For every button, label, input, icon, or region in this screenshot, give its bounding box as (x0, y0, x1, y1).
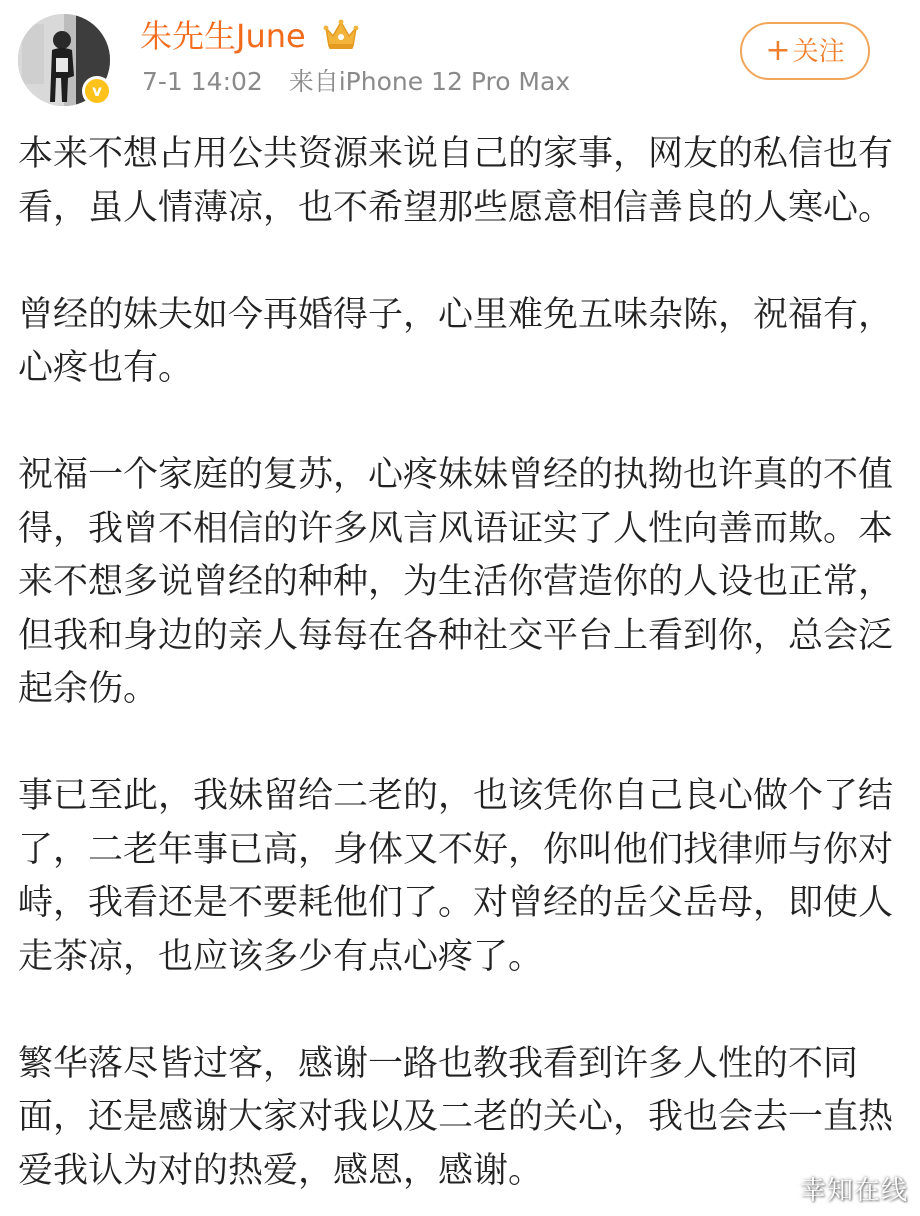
post-paragraph: 本来不想占用公共资源来说自己的家事，网友的私信也有看，虽人情薄凉，也不希望那些愿意相信善良的人寒心。 (18, 134, 894, 228)
verified-v-icon: v (82, 76, 112, 106)
watermark: 幸知在线 (799, 1176, 908, 1206)
post-paragraph: 事已至此，我妹留给二老的，也该凭你自己良心做个了结了，二老年事已高，身体又不好，你叫他们找律师与你对峙，我看还是不要耗他们了。对曾经的岳父岳母，即使人走茶凉，也应该多少有点心疼了。 (18, 776, 894, 977)
crown-icon (322, 16, 360, 52)
author-name[interactable]: 朱先生June (140, 17, 306, 55)
post-header (0, 0, 920, 120)
post-paragraph: 繁华落尽皆过客，感谢一路也教我看到许多人性的不同面，还是感谢大家对我以及二老的关心，我也会去一直热爱我认为对的热爱，感恩，感谢。 (18, 1043, 894, 1191)
post-timestamp: 7-1 14:02 (142, 67, 263, 96)
follow-button[interactable] (740, 22, 870, 80)
post-body (18, 128, 902, 1198)
post-paragraph: 曾经的妹夫如今再婚得子，心里难免五味杂陈，祝福有，心疼也有。 (18, 294, 894, 388)
post-source[interactable]: 来自iPhone 12 Pro Max (288, 67, 571, 96)
follow-label: 关注 (792, 37, 845, 67)
post-meta (142, 64, 570, 100)
plus-icon: + (765, 33, 791, 68)
post-paragraph: 祝福一个家庭的复苏，心疼妹妹曾经的执拗也许真的不值得，我曾不相信的许多风言风语证实了人性向善而欺。本来不想多说曾经的种种，为生活你营造你的人设也正常，但我和身边的亲人每每在各种社交平台上看到你，总会泛起余伤。 (18, 455, 894, 709)
